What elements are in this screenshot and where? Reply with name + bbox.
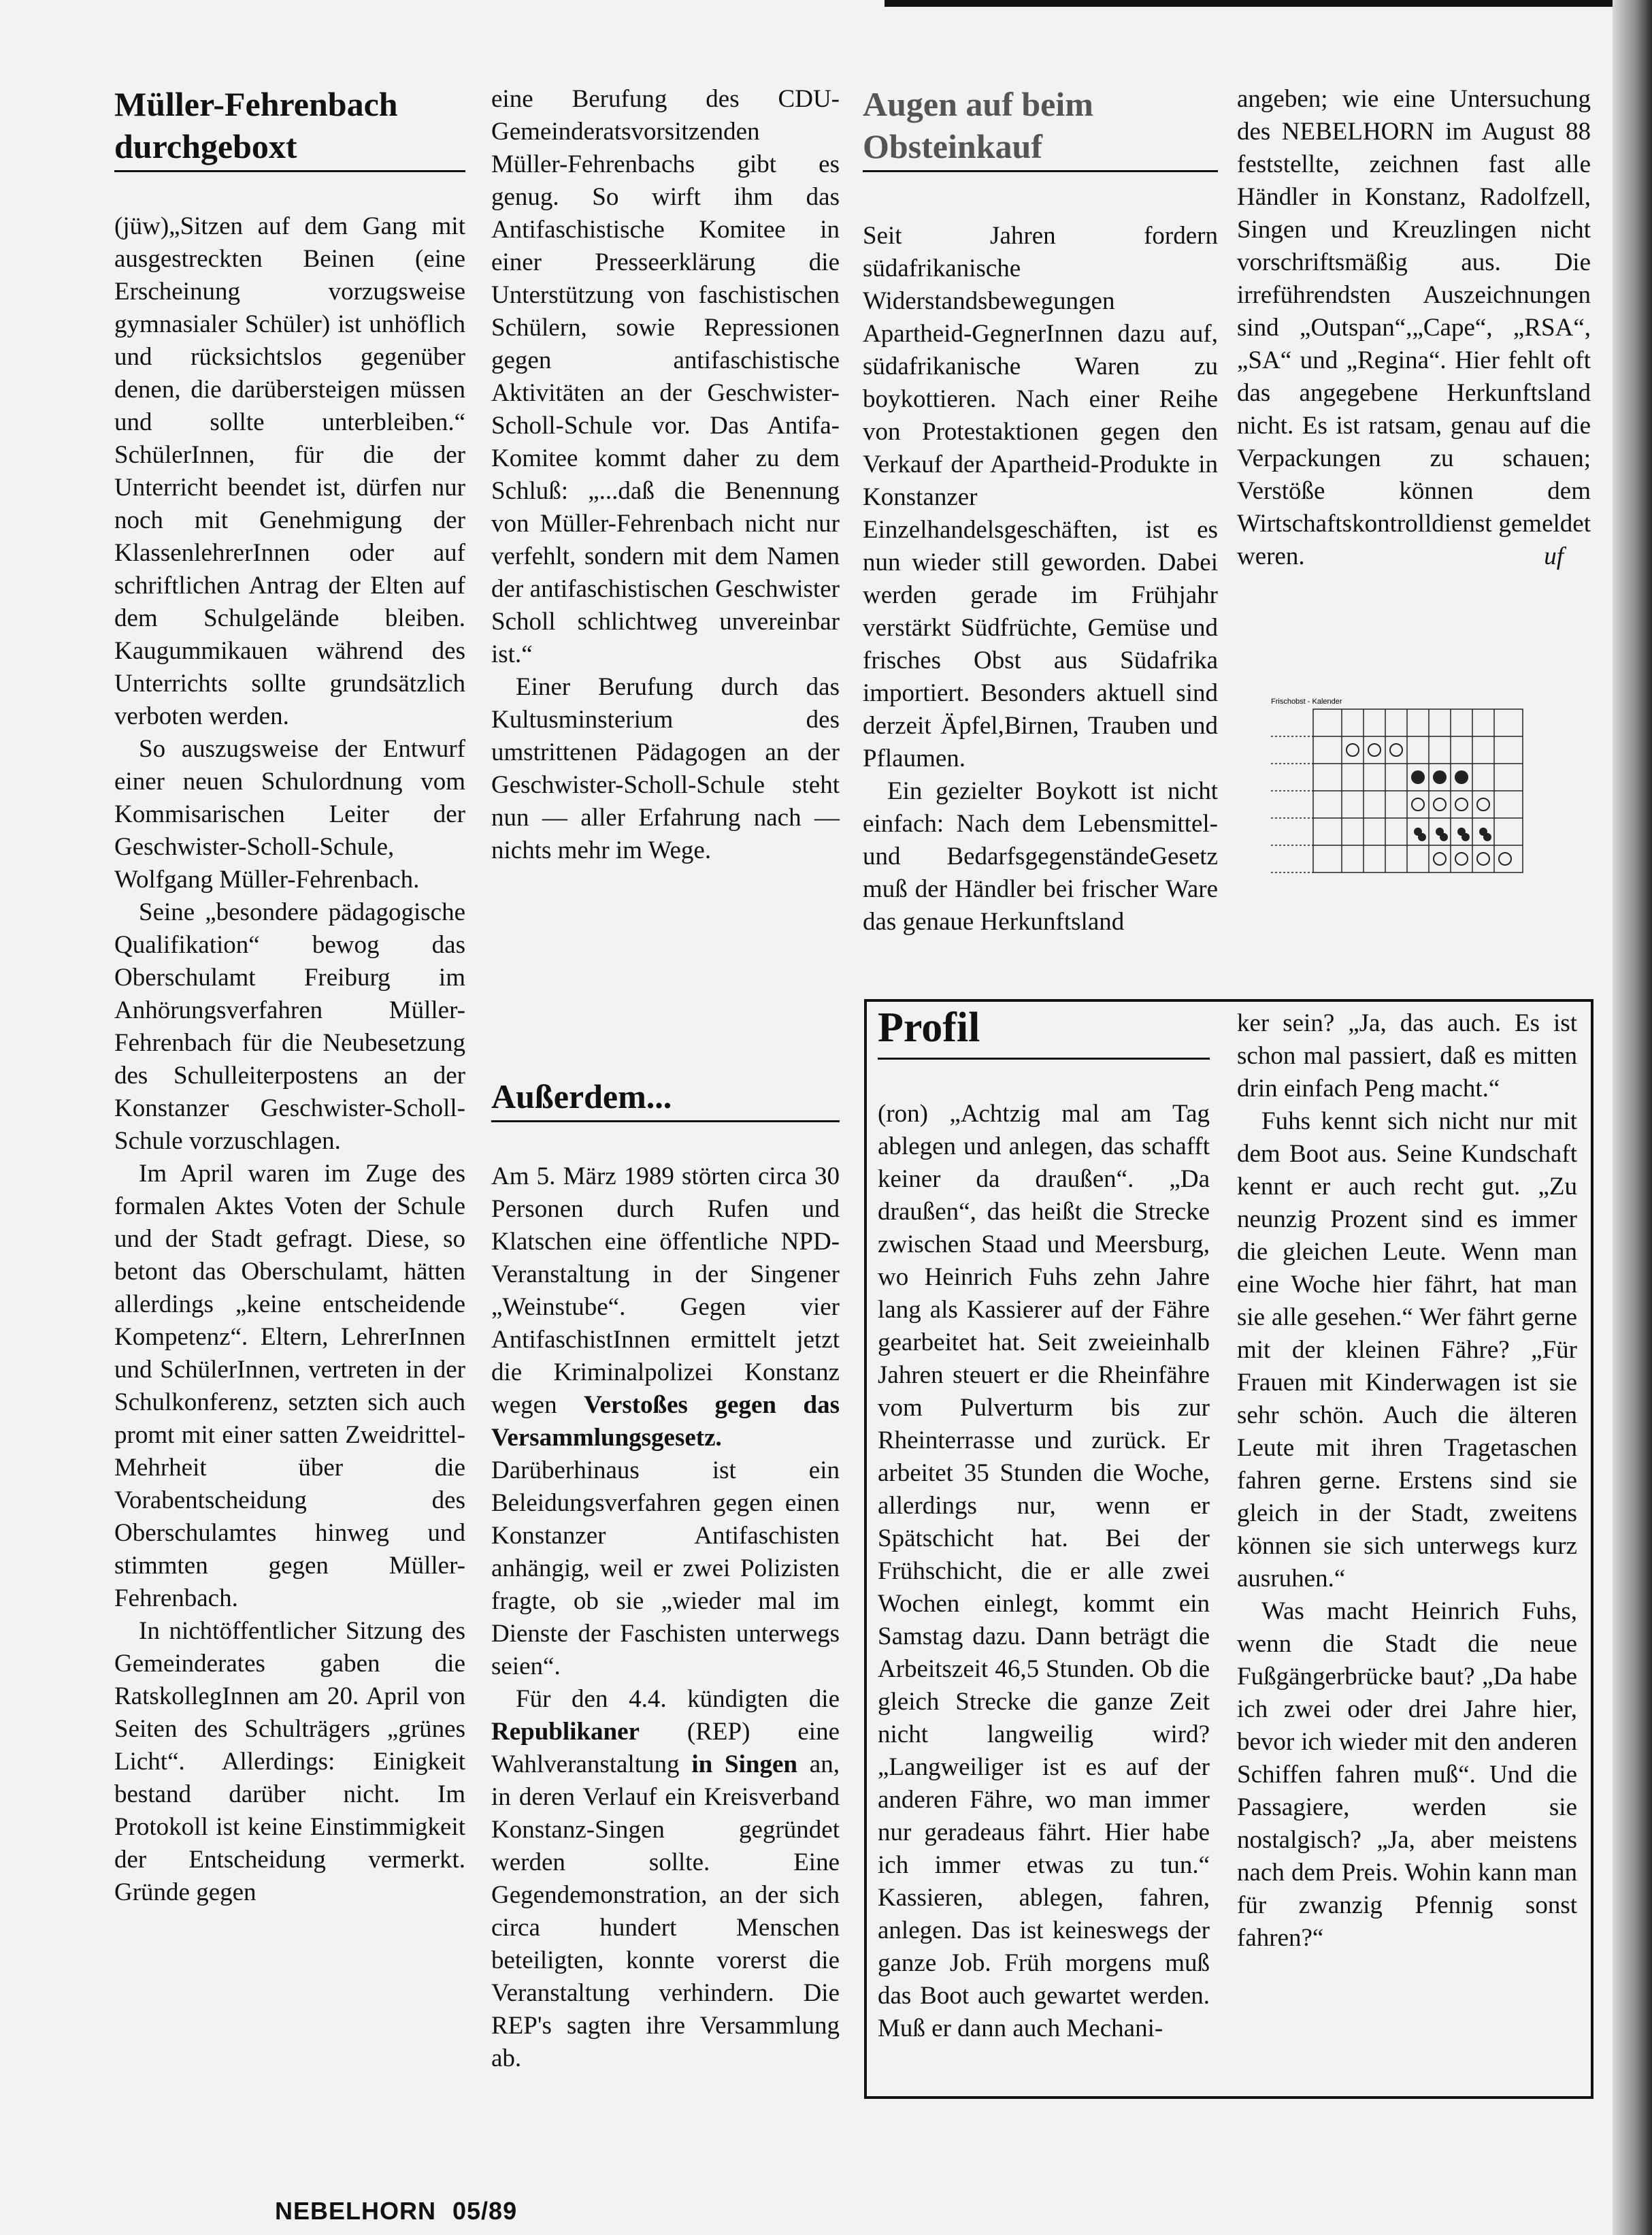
issue-number: 05/89 (452, 2197, 518, 2225)
headline-obsteinkauf: Augen auf beim Obsteinkauf (863, 83, 1218, 172)
article-profil (878, 1000, 1210, 2045)
headline-ausserdem: Außerdem... (491, 1075, 840, 1122)
fruit-calendar-figure (1271, 696, 1528, 878)
headline-mueller-fehrenbach: Müller-Fehrenbach durchgeboxt (114, 83, 465, 172)
paragraph: Was macht Heinrich Fuhs, wenn die Stadt die neue Fußgängerbrücke baut? „Da habe ich zwei oder drei Jahre hier, bevor ich wieder mit den anderen Schiffen fahren muß“. Und die Passagiere, werden sie nostalgisch? „Ja, aber meistens nach dem Preis. Wohin kann man für zwanzig Pfennig sonst fahren?“ (1237, 1597, 1577, 1952)
calendar-title: Frischobst - Kalender (1271, 698, 1342, 706)
publication-name: NEBELHORN (275, 2197, 437, 2225)
paragraph: Seine „besondere pädagogische Qualifikation“ bewog das Oberschulamt Freiburg im Anhörungsverfahren Müller-Fehrenbach für die Neubesetzung des Schulleiterpostens an der Konstanzer Geschwister-Scholl-Schule vorzuschlagen. (114, 898, 465, 1155)
paragraph: Am 5. März 1989 störten circa 30 Personen durch Rufen und Klatschen eine öffentliche NPD-Veranstaltung in der Singener „Weinstube“. Gegen vier AntifaschistInnen ermittelt jetzt die Kriminalpolizei Konstanz wegen Verstoßes gegen das Versammlungsgesetz. Darüberhinaus ist ein Beleidungsverfahren gegen einen Konstanzer Antifaschisten anhängig, weil er zwei Polizisten fragte, ob sie „wieder mal im Dienste der Faschisten unterwegs seien“. (491, 1162, 840, 1680)
article-ausserdem (491, 1075, 840, 2075)
paragraph: Im April waren im Zuge des formalen Aktes Voten der Schule und der Stadt gefragt. Diese, so betont das Oberschulamt, hätten allerdings „keine entscheidende Kompetenz“. Eltern, LehrerInnen und SchülerInnen, vertreten in der Schulkonferenz, setzten sich auch promt mit einer satten Zweidrittel-Mehrheit über die Vorabentscheidung des Oberschulamtes hinweg und stimmten gegen Müller-Fehrenbach. (114, 1160, 465, 1612)
page-edge-shadow (1613, 0, 1652, 2235)
headline-profil: Profil (878, 1000, 1210, 1060)
article-mueller-fehrenbach-continuation (491, 83, 840, 867)
article-obsteinkauf (863, 83, 1218, 939)
article-obsteinkauf-continuation (1237, 83, 1591, 573)
paragraph: Seit Jahren fordern südafrikanische Widerstandsbewegungen Apartheid-GegnerInnen dazu auf, südafrikanische Waren zu boykottieren. Nach einer Reihe von Protestaktionen gegen den Verkauf der Apartheid-Produkte in Konstanzer Einzelhandelsgeschäften, ist es nun wieder still geworden. Dabei werden gerade im Frühjahr verstärkt Südfrüchte, Gemüse und frisches Obst aus Südafrika importiert. Besonders aktuell sind derzeit Äpfel,Birnen, Trauben und Pflaumen. (863, 222, 1218, 772)
top-edge-bar (885, 0, 1613, 7)
article-mueller-fehrenbach (114, 83, 465, 1909)
paragraph: Einer Berufung durch das Kultusminsterium des umstrittenen Pädagogen an der Geschwister-Scholl-Schule steht nun — aller Erfahrung nach — nichts mehr im Wege. (491, 673, 840, 864)
paragraph: Fuhs kennt sich nicht nur mit dem Boot aus. Seine Kundschaft kennt er auch recht gut. „Zu neunzig Prozent sind es immer die gleichen Leute. Wenn man eine Woche hier fährt, hat man sie alle gesehen.“ Wer fährt gerne mit der kleinen Fähre? „Für Frauen mit Kinderwagen ist sie sehr schön. Auch die älteren Leute mit ihren Tragetaschen fahren gerne. Erstens sind sie gleich in der Stadt, zweitens können sie sich unterwegs kurz ausruhen.“ (1237, 1107, 1577, 1593)
paragraph: (jüw)„Sitzen auf dem Gang mit ausgestreckten Beinen (eine Erscheinung vorzugsweise gymnasialer Schüler) ist unhöflich und rücksichtslos gegenüber denen, die darübersteigen müssen und sollte unterbleiben.“ SchülerInnen, für die der Unterricht beendet ist, dürfen nur noch mit Genehmigung der KlassenlehrerInnen oder auf schriftlichen Antrag der Elten auf dem Schulgelände bleiben. Kaugummikauen während des Unterrichts sollte grundsätzlich verboten werden. (114, 212, 465, 730)
page-footer (275, 2197, 517, 2225)
paragraph: Für den 4.4. kündigten die Republikaner (REP) eine Wahlveranstaltung in Singen an, in deren Verlauf ein Kreisverband Konstanz-Singen gegründet werden sollte. Eine Gegendemonstration, an der sich circa hundert Menschen beteiligten, konnte vorerst die Veranstaltung verhindern. Die REP's sagten ihre Versammlung ab. (491, 1685, 840, 2072)
paragraph: Ein gezielter Boykott ist nicht einfach: Nach dem Lebensmittel- und BedarfsgegenständeGesetz muß der Händler bei frischer Ware das genaue Herkunftsland (863, 777, 1218, 936)
paragraph: eine Berufung des CDU-Gemeinderatsvorsitzenden Müller-Fehrenbachs gibt es genug. So wirft ihm das Antifaschistische Komitee in einer Presseerklärung die Unterstützung von faschistischen Schülern, sowie Repressionen gegen antifaschistische Aktivitäten an der Geschwister-Scholl-Schule vor. Das Antifa-Komitee kommt daher zu dem Schluß: „...daß die Benennung von Müller-Fehrenbach nicht nur verfehlt, sondern mit dem Namen der antifaschistischen Geschwister Scholl schlichtweg unvereinbar ist.“ (491, 85, 840, 668)
paragraph: So auszugsweise der Entwurf einer neuen Schulordnung vom Kommisarischen Leiter der Geschwister-Scholl-Schule, Wolfgang Müller-Fehrenbach. (114, 735, 465, 894)
paragraph: angeben; wie eine Untersuchung des NEBELHORN im August 88 feststellte, zeichnen fast alle Händler in Konstanz, Radolfzell, Singen und Kreuzlingen nicht vorschriftsmäßig aus. Die irreführendsten Auszeichnungen sind „Outspan“,„Cape“, „RSA“, „SA“ und „Regina“. Hier fehlt oft das angegebene Herkunftsland nicht. Es ist ratsam, genau auf die Verpackungen zu schauen; Verstöße können dem Wirtschaftskontrolldienst gemeldet weren. uf (1237, 83, 1591, 573)
author-signature: uf (1544, 542, 1564, 570)
paragraph: (ron) „Achtzig mal am Tag ablegen und anlegen, das schafft keiner da draußen“. „Da draußen“, das heißt die Strecke zwischen Staad und Meersburg, wo Heinrich Fuhs zehn Jahre lang als Kassierer auf der Fähre gearbeitet hat. Seit zweieinhalb Jahren steuert er die Rheinfähre vom Pulverturm bis zur Rheinterrasse und zurück. Er arbeitet 35 Stunden die Woche, allerdings nur, wenn er Spätschicht hat. Bei der Frühschicht, die er alle zwei Wochen einlegt, kommt ein Samstag dazu. Dann beträgt die Arbeitszeit 46,5 Stunden. Ob die gleich Strecke die ganze Zeit nicht langweilig wird? „Langweiliger ist es auf der anderen Fähre, wo man immer nur geradeaus fährt. Hier habe ich immer etwas zu tun.“ Kassieren, ablegen, fahren, anlegen. Das ist keineswegs der ganze Job. Früh morgens muß das Boot auch gewartet werden. Muß er dann auch Mechani- (878, 1100, 1210, 2042)
paragraph: ker sein? „Ja, das auch. Es ist schon mal passiert, daß es mitten drin einfach Peng macht.“ (1237, 1009, 1577, 1103)
paragraph: In nichtöffentlicher Sitzung des Gemeinderates gaben die RatskollegInnen am 20. April von Seiten des Schulträgers „grünes Licht“. Allerdings: Einigkeit bestand darüber nicht. Im Protokoll ist keine Einstimmigkeit der Entscheidung vermerkt. Gründe gegen (114, 1617, 465, 1906)
article-profil-continuation (1237, 1007, 1577, 1955)
fruit-calendar-illustration (1271, 696, 1528, 878)
